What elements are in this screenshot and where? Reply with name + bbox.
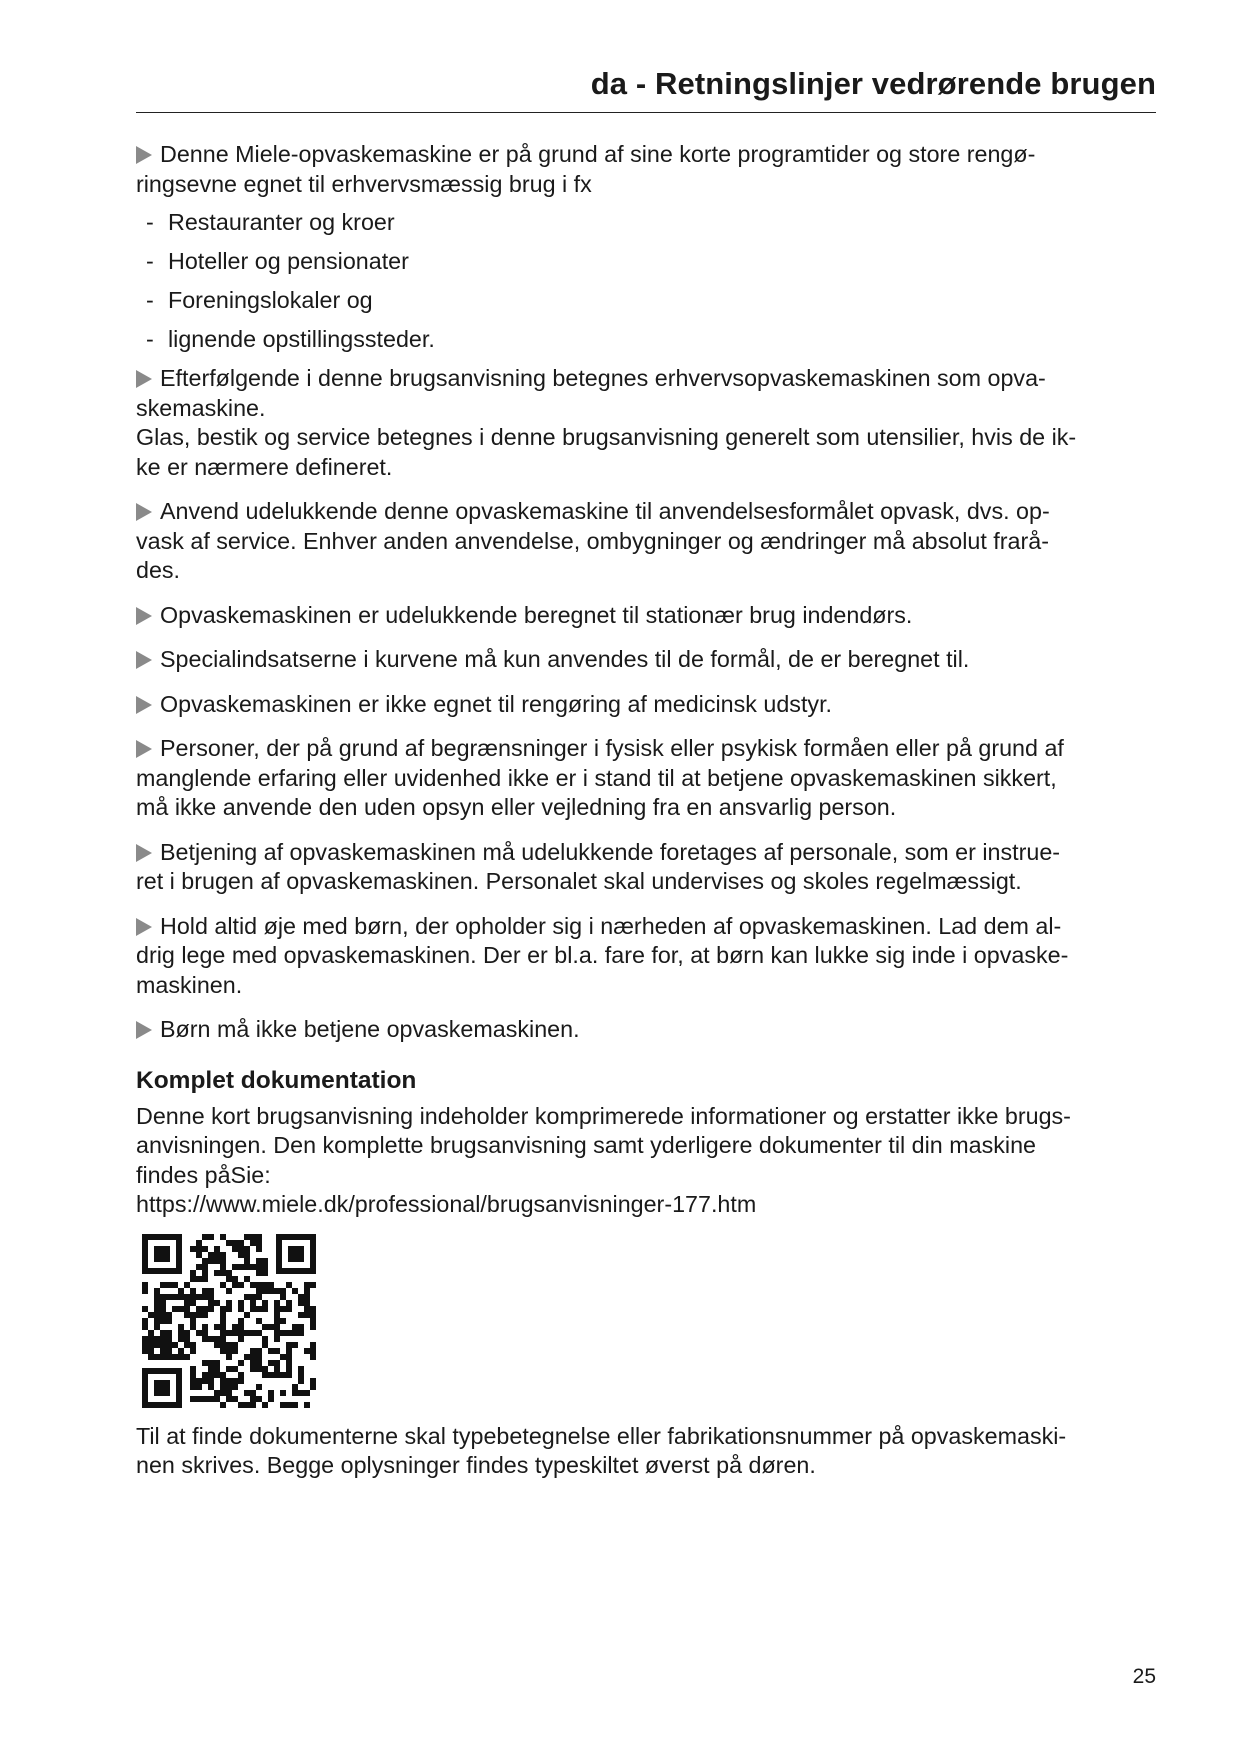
- triangle-bullet-icon: [136, 844, 152, 862]
- triangle-bullet-icon: [136, 503, 152, 521]
- paragraph-children-watch: Hold altid øje med børn, der opholder sig i nærheden af opvaskemaskinen. Lad dem al- drig lege med opvaskemaskinen. Der er bl.a. fare for, at børn kan lukke sig inde i opvaske- maskinen.: [136, 912, 1069, 998]
- list-item: - Restauranter og kroer: [146, 209, 395, 235]
- paragraph-children-operate: Børn må ikke betjene opvaskemaskinen.: [136, 1015, 1156, 1045]
- paragraph-intended-use: Anvend udelukkende denne opvaskemaskine til anvendelsesformålet opvask, dvs. op- vask af service. Enhver anden anvendelse, ombygninger og ændringer må absolut frarå- des.: [136, 498, 1050, 583]
- intro-paragraph: Denne Miele-opvaskemaskine er på grund af sine korte programtider og store rengø- ringsevne egnet til erhvervsmæssig brug i fx: [136, 141, 1036, 197]
- page-number: 25: [1132, 1665, 1156, 1688]
- documentation-paragraph: Denne kort brugsanvisning indeholder komprimerede informationer og erstatter ikke brugs- anvisningen. Den komplette brugsanvisning samt yderligere dokumenter til din maskine findes påSie: https://www.miele.dk/professional/brugsanvisninger-177.htm: [136, 1102, 1156, 1220]
- triangle-bullet-icon: [136, 146, 152, 164]
- triangle-bullet-icon: [136, 918, 152, 936]
- paragraph-special-inserts: Specialindsatserne i kurvene må kun anvendes til de formål, de er beregnet til.: [136, 645, 1156, 675]
- intro-list: [136, 208, 1156, 355]
- triangle-bullet-icon: [136, 607, 152, 625]
- triangle-bullet-icon: [136, 370, 152, 388]
- section-heading: Komplet dokumentation: [136, 1066, 417, 1094]
- closing-paragraph: Til at finde dokumenterne skal typebetegnelse eller fabrikationsnummer på opvaskemaski- nen skrives. Begge oplysninger findes typeskiltet øverst på døren.: [136, 1422, 1067, 1478]
- qr-code-icon[interactable]: [140, 1232, 318, 1410]
- paragraph-indoor-use: Opvaskemaskinen er udelukkende beregnet til stationær brug indendørs.: [136, 601, 1156, 631]
- paragraph-persons: Personer, der på grund af begrænsninger i fysisk eller psykisk formåen eller på grund af manglende erfaring eller uvidenhed ikke er i stand til at betjene opvaskemaskinen sikkert, må ikke anvende den uden opsyn eller vejledning fra en ansvarlig person.: [136, 735, 1064, 820]
- triangle-bullet-icon: [136, 1021, 152, 1039]
- page-header: [136, 66, 1156, 113]
- list-item: - Foreningslokaler og: [146, 287, 373, 313]
- triangle-bullet-icon: [136, 696, 152, 714]
- triangle-bullet-icon: [136, 740, 152, 758]
- paragraph-staff: Betjening af opvaskemaskinen må udelukkende foretages af personale, som er instrue- ret i brugen af opvaskemaskinen. Personalet skal undervises og skoles regelmæssigt.: [136, 838, 1061, 894]
- page-title: da - Retningslinjer vedrørende brugen: [590, 66, 1156, 101]
- documentation-url[interactable]: https://www.miele.dk/professional/brugsanvisninger-177.htm: [136, 1191, 757, 1217]
- triangle-bullet-icon: [136, 651, 152, 669]
- list-item: - lignende opstillingssteder.: [146, 326, 435, 352]
- paragraph-medical: Opvaskemaskinen er ikke egnet til rengøring af medicinsk udstyr.: [136, 690, 1156, 720]
- content: [136, 140, 1156, 1496]
- list-item: - Hoteller og pensionater: [146, 248, 409, 274]
- paragraph-terminology: Efterfølgende i denne brugsanvisning betegnes erhvervsopvaskemaskinen som opva- skemaskine. Glas, bestik og service betegnes i denne brugsanvisning generelt som utensilier, hvis de ik- ke er nærmere defineret.: [136, 365, 1077, 480]
